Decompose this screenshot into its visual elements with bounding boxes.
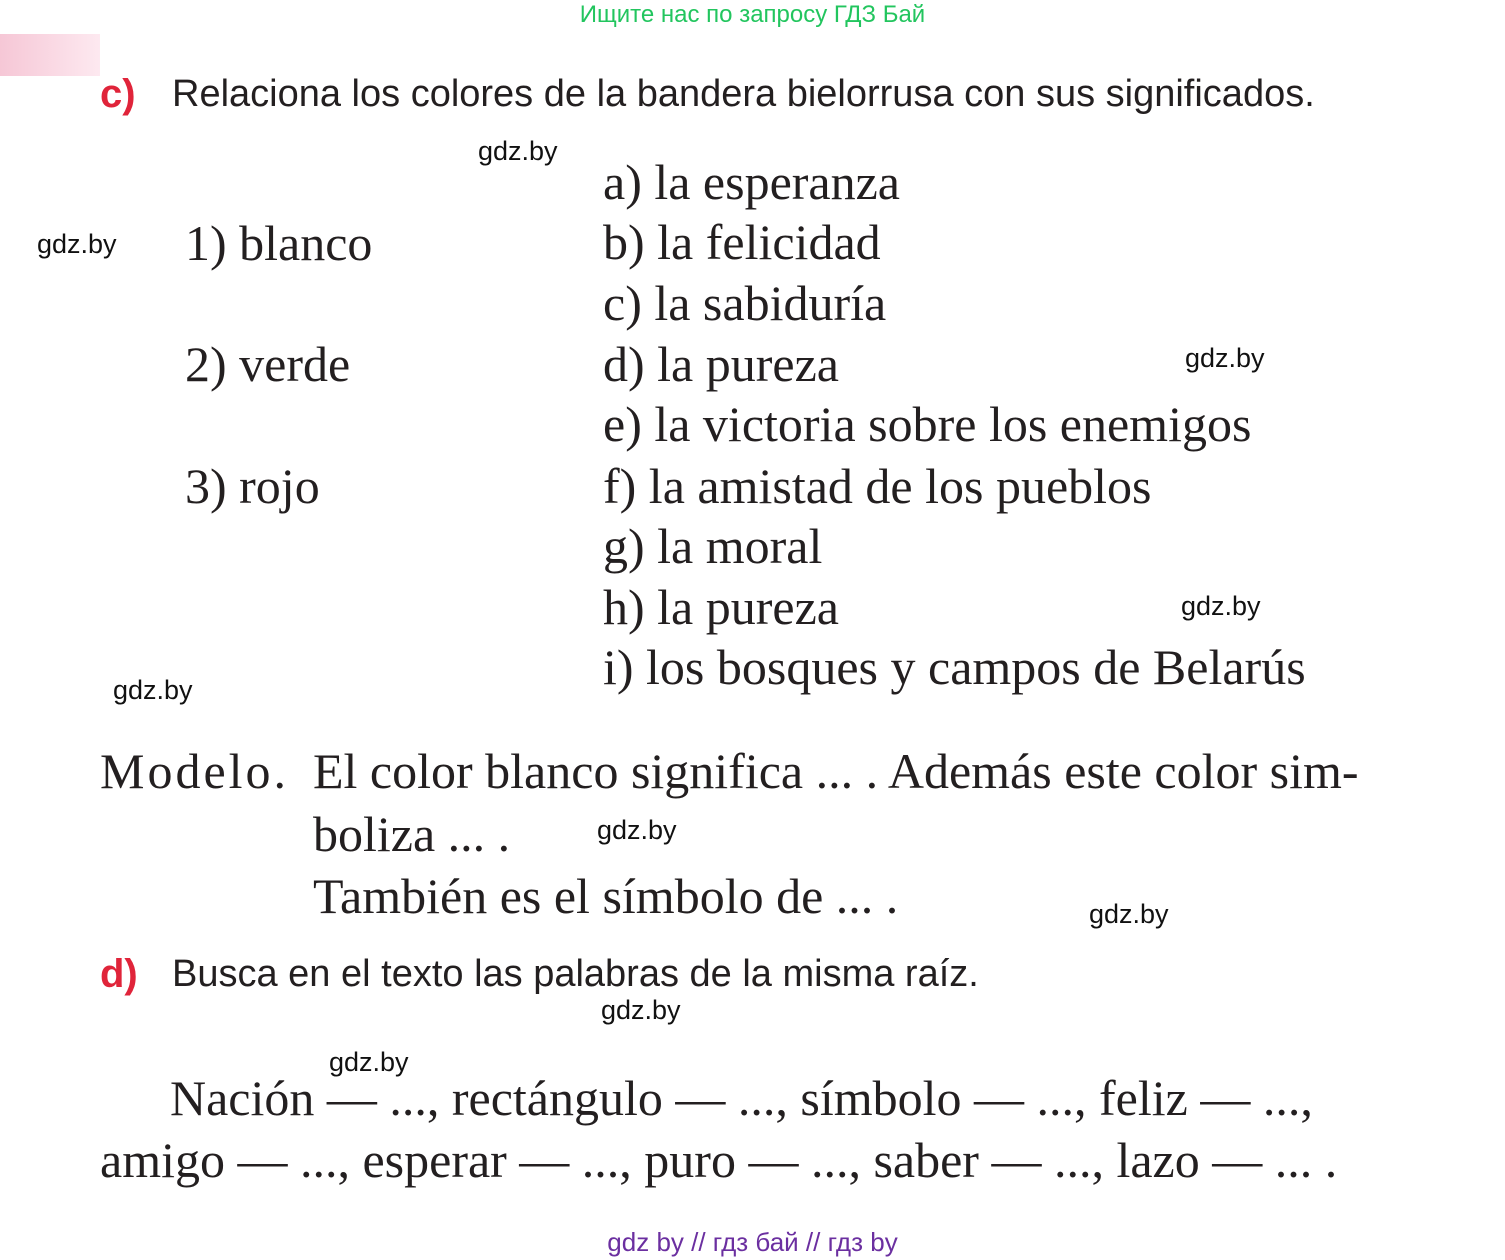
watermark: gdz.by <box>1185 343 1265 373</box>
watermark: gdz.by <box>1181 591 1261 621</box>
meaning-item-g: g) la moral <box>603 518 823 574</box>
top-banner: Ищите нас по запросу ГДЗ Бай <box>579 1 926 28</box>
meaning-item-b: b) la felicidad <box>603 214 881 270</box>
meaning-item-a: a) la esperanza <box>603 154 900 210</box>
model-line-2: boliza ... . <box>313 806 511 862</box>
meaning-item-f: f) la amistad de los pueblos <box>603 458 1152 514</box>
color-item-blanco: 1) blanco <box>185 215 373 271</box>
model-line-3: También es el símbolo de ... . <box>313 868 899 924</box>
task-c-instruction: Relaciona los colores de la bandera bielorrusa con sus significados. <box>172 73 1315 115</box>
meaning-item-h: h) la pureza <box>603 579 839 635</box>
decorative-pink-tab <box>0 34 100 76</box>
watermark: gdz.by <box>113 675 193 705</box>
color-item-verde: 2) verde <box>185 336 351 392</box>
color-item-rojo: 3) rojo <box>185 458 320 514</box>
words-line-2: amigo — ..., esperar — ..., puro — ..., saber — ..., lazo — ... . <box>100 1132 1338 1188</box>
meaning-item-i: i) los bosques y campos de Belarús <box>603 639 1306 695</box>
watermark: gdz.by <box>597 815 677 845</box>
meaning-item-c: c) la sabiduría <box>603 275 887 331</box>
task-c-letter: c) <box>100 72 136 116</box>
words-line-1: Nación — ..., rectángulo — ..., símbolo — ..., feliz — ..., <box>170 1070 1313 1126</box>
model-label: Modelo. <box>100 743 290 799</box>
footer-links: gdz by // гдз бай // гдз by <box>607 1227 898 1257</box>
watermark: gdz.by <box>329 1047 409 1077</box>
watermark: gdz.by <box>478 136 558 166</box>
task-d-letter: d) <box>100 952 138 996</box>
task-d-instruction: Busca en el texto las palabras de la misma raíz. <box>172 953 979 995</box>
watermark: gdz.by <box>601 995 681 1025</box>
watermark: gdz.by <box>37 229 117 259</box>
watermark: gdz.by <box>1089 899 1169 929</box>
meaning-item-d: d) la pureza <box>603 336 839 392</box>
meaning-item-e: e) la victoria sobre los enemigos <box>603 396 1252 452</box>
model-line-1: El color blanco significa ... . Además este color sim- <box>313 743 1359 799</box>
